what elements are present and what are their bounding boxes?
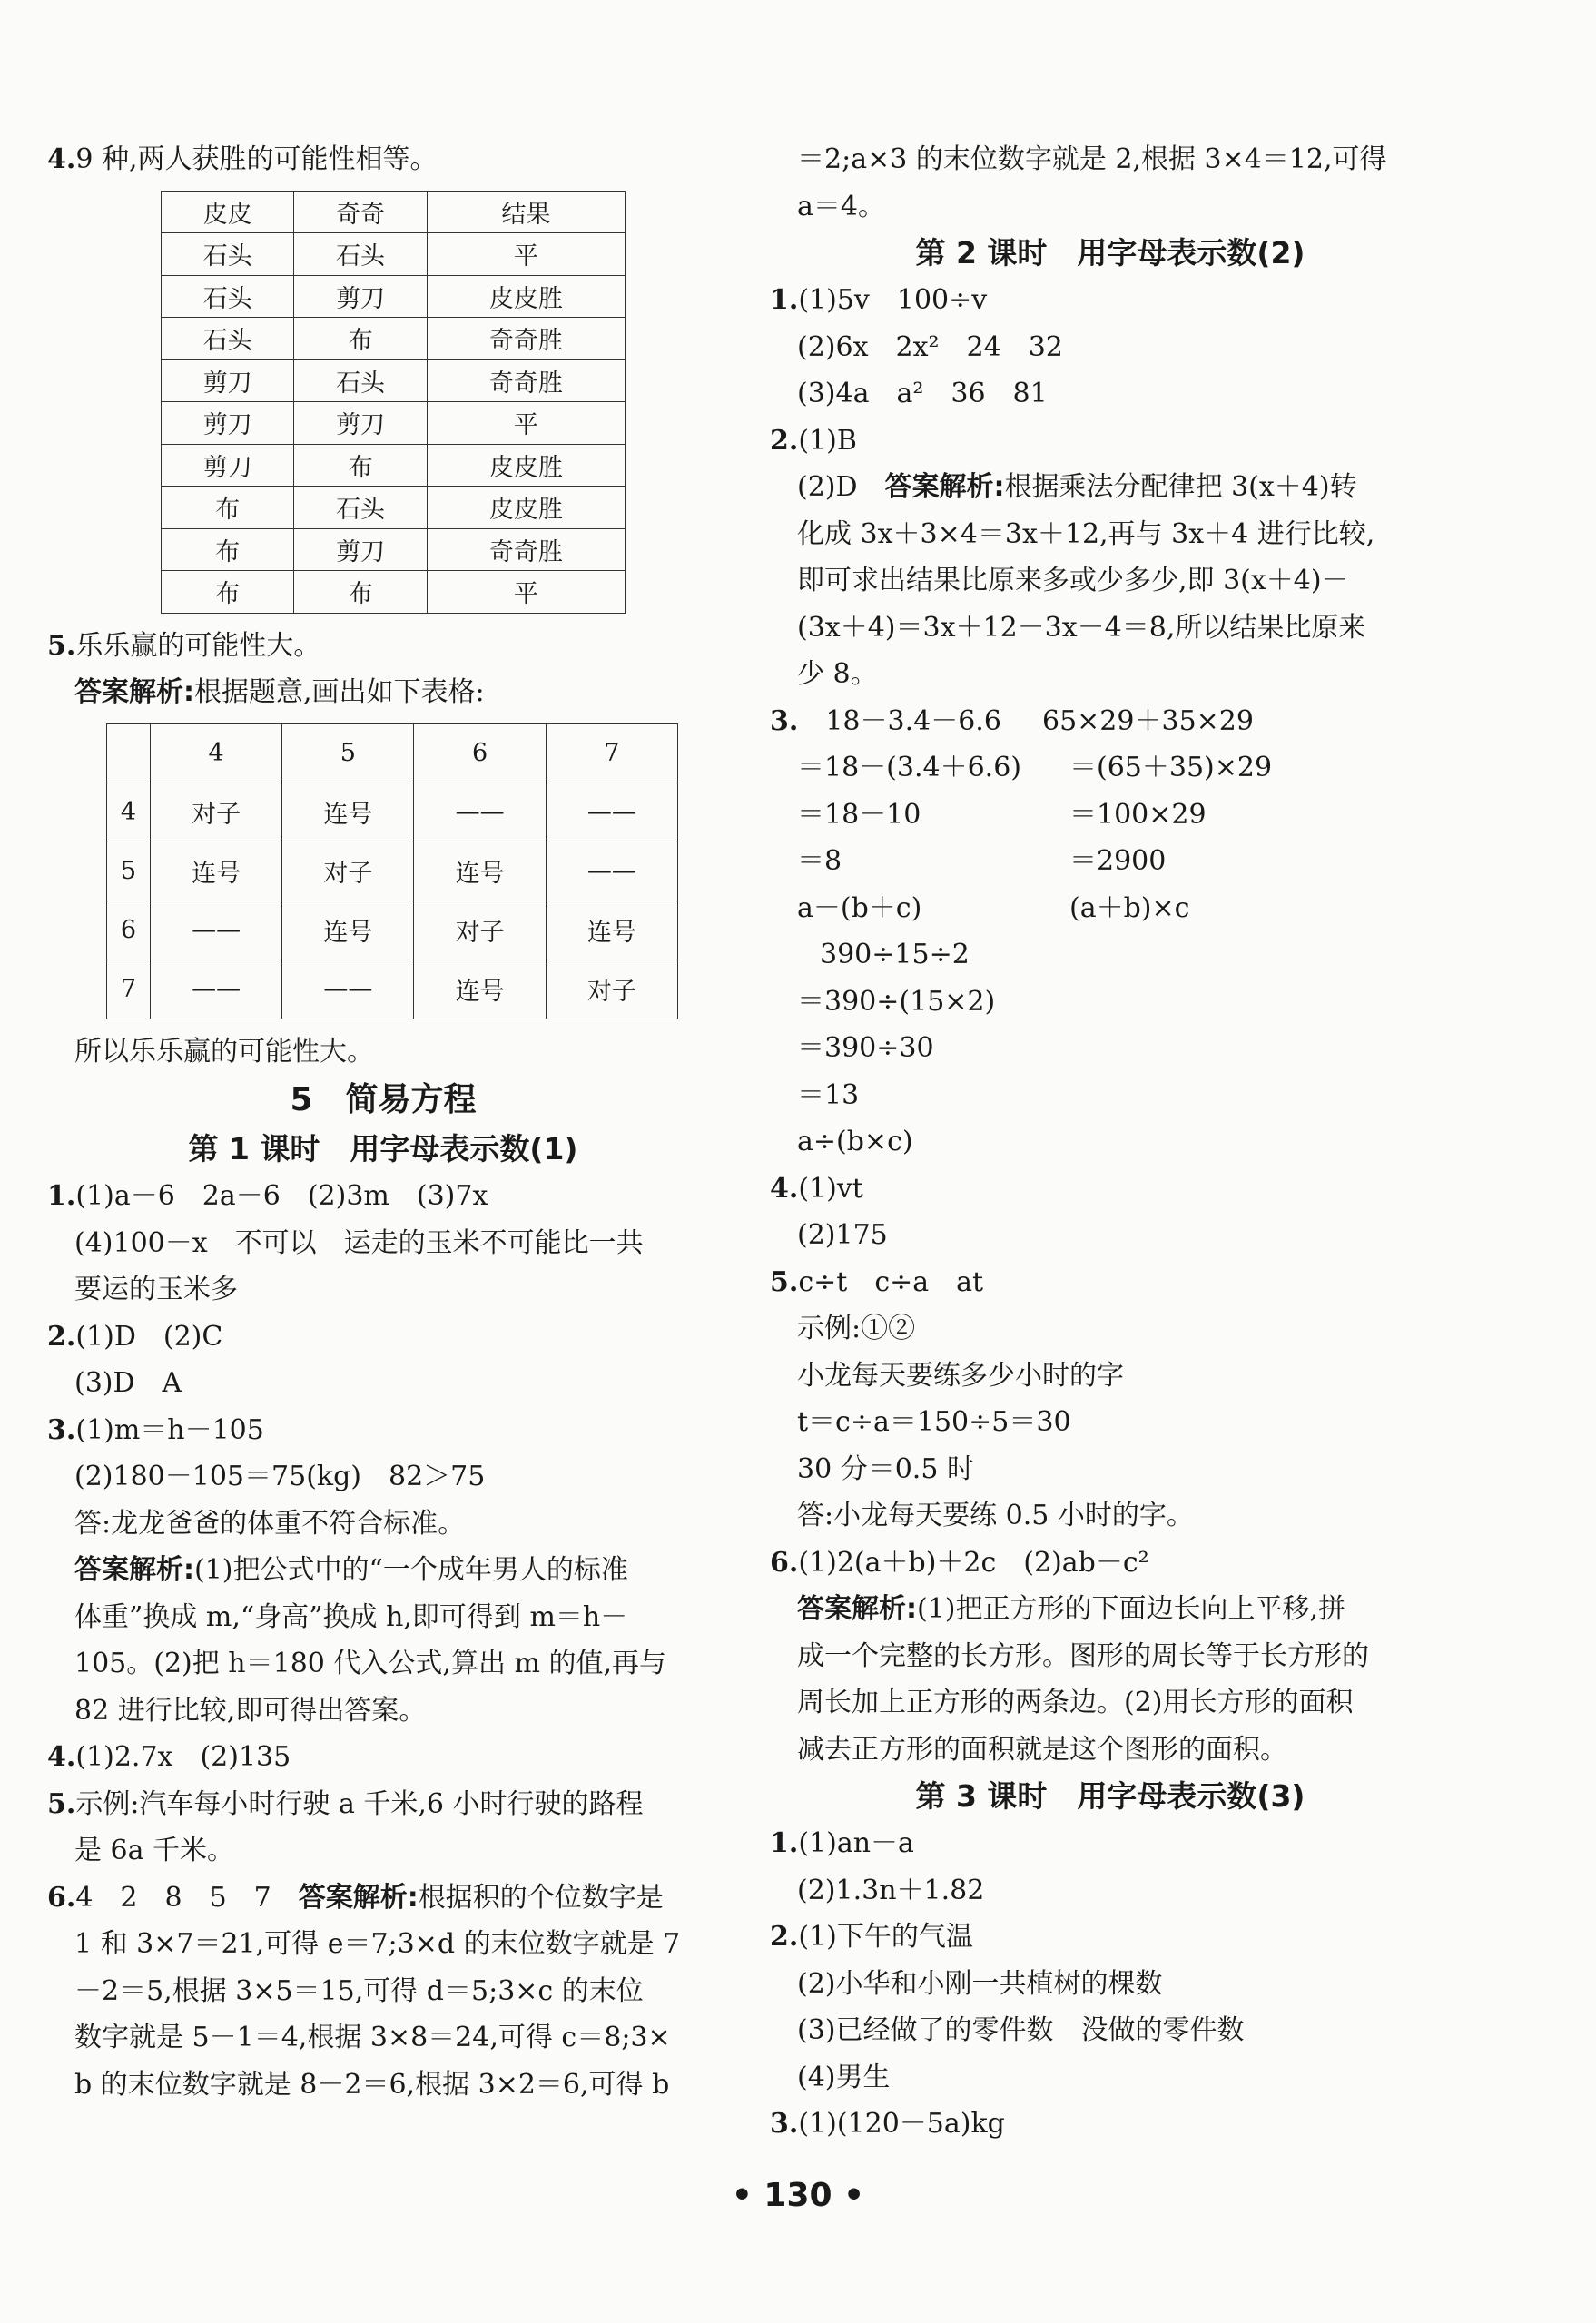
answer-label: 答案解析:	[797, 1593, 917, 1625]
answer-label: 答案解析:	[298, 1881, 419, 1914]
dice-pair-table	[106, 723, 678, 1019]
table-header-row: 皮皮 奇奇 结果	[162, 191, 626, 233]
chapter-title: 5 简易方程	[290, 1081, 477, 1118]
table-row: 石头 布 奇奇胜	[162, 318, 626, 360]
table-row: 布 石头 皮皮胜	[162, 487, 626, 529]
table-row: 布 布 平	[162, 571, 626, 614]
table-row: 5 连号 对子 连号 ——	[107, 842, 678, 901]
table-row: 石头 剪刀 皮皮胜	[162, 275, 626, 318]
table-row: 剪刀 剪刀 平	[162, 402, 626, 445]
lesson-3-title: 第 3 课时 用字母表示数(3)	[915, 1778, 1305, 1814]
table-row: 剪刀 石头 奇奇胜	[162, 359, 626, 402]
left-column: 4.9 种,两人获胜的可能性相等。 皮皮 奇奇 结果 石头 石头 平 石头 剪刀 皮皮胜 石头 布 奇奇胜 剪刀 石头 奇奇胜 剪刀 剪刀 平 剪刀 布 皮皮胜 布 石头 皮皮胜 布 剪刀 奇奇胜 布 布 平 5.乐乐赢的可能性大。 答案解析:根据题意,画出如下表格: 4 5 6 7 4 对子 连号 —— —— 5 连号 对子 连号 —— 6 —— 连号 对子 连号 7 —— —— 连号 对子 所以乐乐赢的可能性大。 5 简易方程 第 1 课时 用字母表示数(1) 1.(1)a－6 2a－6 (2)3m (3)7x (4)100－x 不可以 运走的玉米不可能比一共 要运的玉米多 2.(1)D (2)C (3)D A 3.(1)m＝h－105 (2)180－105＝75(kg) 82＞75 答:龙龙爸爸的体重不符合标准。 答案解析:(1)把公式中的“一个成年男人的标准 体重”换成 m,“身高”换成 h,即可得到 m＝h－ 105。(2)把 h＝180 代入公式,算出 m 的值,再与 82 进行比较,即可得出答案。 4.(1)2.7x (2)135 5.示例:汽车每小时行驶 a 千米,6 小时行驶的路程 是 6a 千米。 6.4 2 8 5 7 答案解析:根据积的个位数字是 1 和 3×7＝21,可得 e＝7;3×d 的末位数字就是 7 －2＝5,根据 3×5＝15,可得 d＝5;3×c 的末位 数字就是 5－1＝4,根据 3×8＝24,可得 c＝8;3× b 的末位数字就是 8－2＝6,根据 3×2＝6,可得 b	[47, 136, 719, 2108]
table-row: 4 对子 连号 —— ——	[107, 783, 678, 842]
table-header-row: 4 5 6 7	[107, 723, 678, 783]
answer-label: 答案解析:	[74, 1554, 194, 1586]
rps-outcome-table	[161, 191, 626, 614]
answer-label: 答案解析:	[884, 471, 1005, 503]
table-row: 布 剪刀 奇奇胜	[162, 528, 626, 571]
table-row: 剪刀 布 皮皮胜	[162, 444, 626, 487]
page-number: • 130 •	[731, 2177, 865, 2214]
lesson-1-title: 第 1 课时 用字母表示数(1)	[188, 1131, 578, 1166]
right-column: ＝2;a×3 的末位数字就是 2,根据 3×4＝12,可得 a＝4。 第 2 课时 用字母表示数(2) 1.(1)5v 100÷v (2)6x 2x² 24 32 (3)4a a² 36 81 2.(1)B (2)D 答案解析:根据乘法分配律把 3(x＋4)转 化成 3x＋3×4＝3x＋12,再与 3x＋4 进行比较, 即可求出结果比原来多或少多少,即 3(x＋4)－ (3x＋4)＝3x＋12－3x－4＝8,所以结果比原来 少 8。 3. 18－3.4－6.6 65×29＋35×29 ＝18－(3.4＋6.6) ＝(65＋35)×29 ＝18－10 ＝100×29 ＝8 ＝2900 a－(b＋c) (a＋b)×c 390÷15÷2 ＝390÷(15×2) ＝390÷30 ＝13 a÷(b×c) 4.(1)vt (2)175 5.c÷t c÷a at 示例:①② 小龙每天要练多少小时的字 t＝c÷a＝150÷5＝30 30 分＝0.5 时 答:小龙每天要练 0.5 小时的字。 6.(1)2(a＋b)＋2c (2)ab－c² 答案解析:(1)把正方形的下面边长向上平移,拼 成一个完整的长方形。图形的周长等于长方形的 周长加上正方形的两条边。(2)用长方形的面积 减去正方形的面积就是这个图形的面积。 第 3 课时 用字母表示数(3) 1.(1)an－a (2)1.3n＋1.82 2.(1)下午的气温 (2)小华和小刚一共植树的棵数 (3)已经做了的零件数 没做的零件数 (4)男生 3.(1)(120－5a)kg	[770, 136, 1451, 2148]
table-row: 7 —— —— 连号 对子	[107, 960, 678, 1019]
table-row: 石头 石头 平	[162, 233, 626, 276]
table-row: 6 —— 连号 对子 连号	[107, 901, 678, 960]
answer-label: 答案解析:	[74, 676, 194, 708]
lesson-2-title: 第 2 课时 用字母表示数(2)	[915, 235, 1305, 271]
